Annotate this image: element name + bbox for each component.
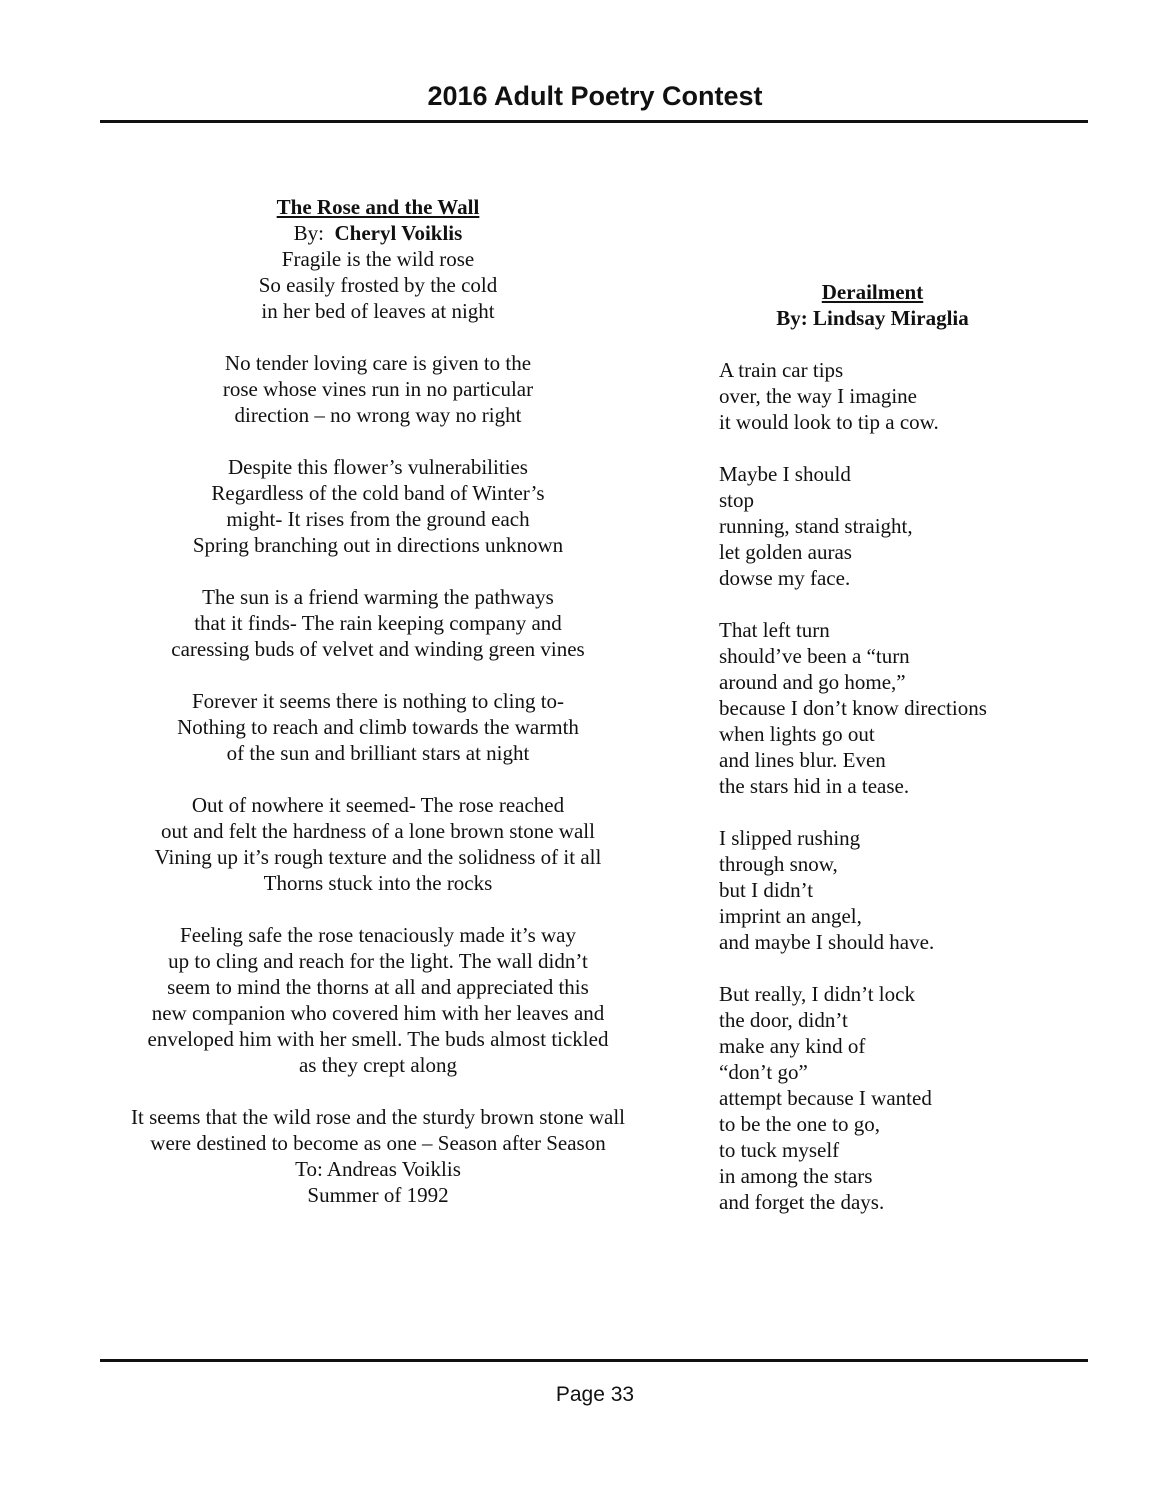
poem-line: Maybe I should — [719, 462, 851, 486]
poem-line: might- It rises from the ground each — [226, 507, 530, 531]
page-header-title: 2016 Adult Poetry Contest — [427, 81, 763, 111]
poem-author: Cheryl Voiklis — [334, 221, 463, 245]
stanza — [100, 350, 656, 428]
poem-line: up to cling and reach for the light. The wall didn’t — [168, 949, 588, 973]
poem-byline: By: Lindsay Miraglia — [776, 306, 969, 330]
poem-line: Despite this flower’s vulnerabilities — [228, 455, 528, 479]
poem-title: The Rose and the Wall — [276, 195, 480, 219]
poem-line: because I don’t know directions — [719, 696, 987, 720]
poem-line: and lines blur. Even — [719, 748, 886, 772]
poem-line: seem to mind the thorns at all and appreciated this — [167, 975, 589, 999]
stanza — [100, 792, 656, 896]
poem-line: The sun is a friend warming the pathways — [202, 585, 554, 609]
poem-line: Thorns stuck into the rocks — [263, 871, 493, 895]
poem-line: I slipped rushing — [719, 826, 861, 850]
poem-line: stop — [719, 488, 755, 512]
stanza — [719, 825, 1079, 955]
poem-line: So easily frosted by the cold — [258, 273, 498, 297]
stanza — [719, 617, 1079, 799]
stanza — [719, 461, 1079, 591]
poem-line: running, stand straight, — [719, 514, 913, 538]
poem-byline — [100, 220, 656, 246]
stanza — [719, 981, 1079, 1215]
poem-rose-and-wall — [100, 194, 656, 1234]
page-number: Page 33 — [555, 1383, 635, 1406]
poem-header — [719, 279, 1026, 331]
poem-line: around and go home,” — [719, 670, 906, 694]
poem-line: and maybe I should have. — [719, 930, 935, 954]
poem-line: when lights go out — [719, 722, 875, 746]
poem-header — [100, 194, 656, 246]
byline-label: By: — [293, 221, 325, 245]
poem-line: Feeling safe the rose tenaciously made it’s way — [180, 923, 576, 947]
poem-line: It seems that the wild rose and the sturdy brown stone wall — [131, 1105, 625, 1129]
poem-line: out and felt the hardness of a lone brown stone wall — [161, 819, 595, 843]
poem-line: But really, I didn’t lock — [719, 982, 915, 1006]
poem-line: enveloped him with her smell. The buds almost tickled — [147, 1027, 609, 1051]
poem-line: that it finds- The rain keeping company and — [194, 611, 562, 635]
stanza — [719, 357, 1079, 435]
poem-title: Derailment — [821, 280, 924, 304]
poem-line: Fragile is the wild rose — [281, 247, 475, 271]
header-rule — [100, 120, 1088, 123]
poem-line: Spring branching out in directions unknown — [192, 533, 564, 557]
poem-line: rose whose vines run in no particular — [222, 377, 534, 401]
stanza — [100, 1104, 656, 1208]
poem-line: to tuck myself — [719, 1138, 840, 1162]
poem-line: should’ve been a “turn — [719, 644, 910, 668]
stanza — [100, 584, 656, 662]
poem-line: Nothing to reach and climb towards the warmth — [177, 715, 579, 739]
poem-line: That left turn — [719, 618, 830, 642]
poem-line: new companion who covered him with her leaves and — [151, 1001, 605, 1025]
footer-rule — [100, 1359, 1088, 1362]
stanza — [100, 246, 656, 324]
poem-line: Out of nowhere it seemed- The rose reached — [191, 793, 565, 817]
poem-line: but I didn’t — [719, 878, 814, 902]
poem-line: make any kind of — [719, 1034, 866, 1058]
poem-line: Vining up it’s rough texture and the solidness of it all — [154, 845, 602, 869]
poem-line: in her bed of leaves at night — [261, 299, 495, 323]
dedication-line: To: Andreas Voiklis — [295, 1157, 461, 1181]
poem-line: it would look to tip a cow. — [719, 410, 939, 434]
date-line: Summer of 1992 — [307, 1183, 449, 1207]
poem-line: let golden auras — [719, 540, 852, 564]
poem-line: in among the stars — [719, 1164, 873, 1188]
stanza — [100, 688, 656, 766]
stanza — [100, 922, 656, 1078]
poem-line: as they crept along — [298, 1053, 458, 1077]
poem-line: No tender loving care is given to the — [224, 351, 532, 375]
poem-line: “don’t go” — [719, 1060, 808, 1084]
poem-line: to be the one to go, — [719, 1112, 880, 1136]
poem-line: direction – no wrong way no right — [234, 403, 522, 427]
poem-line: Regardless of the cold band of Winter’s — [211, 481, 545, 505]
poem-line: the door, didn’t — [719, 1008, 848, 1032]
poem-line: imprint an angel, — [719, 904, 862, 928]
poem-derailment — [719, 279, 1079, 1241]
poem-line: A train car tips — [719, 358, 844, 382]
poem-line: dowse my face. — [719, 566, 851, 590]
poem-line: through snow, — [719, 852, 838, 876]
poem-line: over, the way I imagine — [719, 384, 918, 408]
poem-line: of the sun and brilliant stars at night — [226, 741, 530, 765]
poem-line: Forever it seems there is nothing to cling to- — [191, 689, 565, 713]
poem-line: and forget the days. — [719, 1190, 885, 1214]
poem-line: were destined to become as one – Season after Season — [150, 1131, 606, 1155]
poem-line: caressing buds of velvet and winding green vines — [171, 637, 585, 661]
poem-line: attempt because I wanted — [719, 1086, 932, 1110]
poem-line: the stars hid in a tease. — [719, 774, 910, 798]
stanza — [100, 454, 656, 558]
